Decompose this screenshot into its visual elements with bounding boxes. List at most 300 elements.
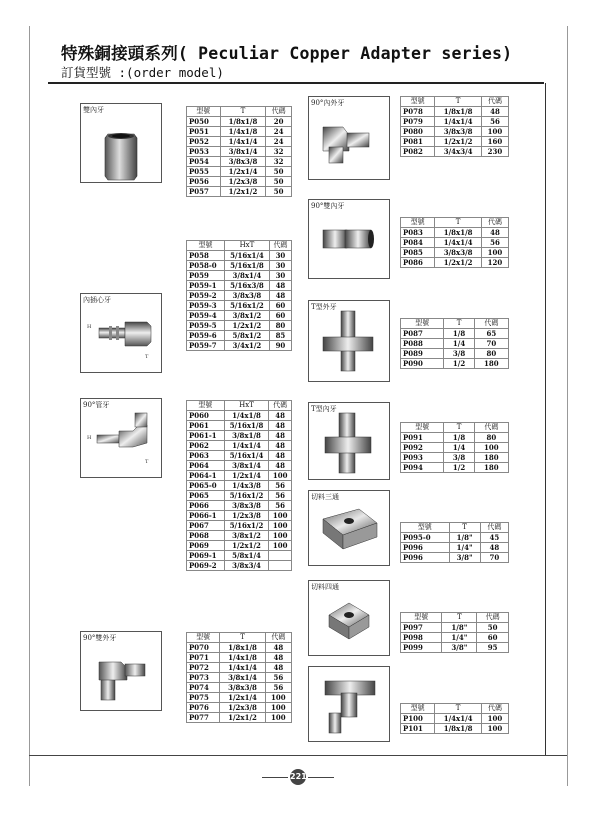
size-cell: 3/8x1/4: [224, 461, 269, 471]
table-row: [187, 311, 292, 321]
model-cell: P079: [401, 117, 435, 127]
table-header-row: [401, 704, 509, 714]
spec-table-p058: [186, 240, 292, 351]
table-row: [401, 623, 509, 633]
table-row: [401, 463, 509, 473]
model-cell: P066: [187, 501, 225, 511]
model-cell: P059-4: [187, 311, 225, 321]
table-row: [187, 481, 292, 491]
table-row: [401, 228, 509, 238]
code-cell: 100: [269, 531, 292, 541]
table-row: [187, 281, 292, 291]
code-cell: 48: [269, 281, 291, 291]
code-cell: 48: [265, 653, 291, 663]
size-cell: 3/8x1/8: [224, 431, 269, 441]
table-row: [187, 441, 292, 451]
size-cell: 1/8x1/8: [220, 643, 265, 653]
table-row: [187, 117, 292, 127]
column-header: T: [442, 613, 477, 623]
model-cell: P064-1: [187, 471, 225, 481]
size-cell: 1/8": [449, 533, 480, 543]
model-cell: P069: [187, 541, 225, 551]
model-cell: P052: [187, 137, 221, 147]
table-row: [187, 411, 292, 421]
table-row: [401, 339, 509, 349]
table-header-row: [187, 241, 292, 251]
model-cell: P099: [401, 643, 442, 653]
model-cell: P090: [401, 359, 444, 369]
column-header: T: [435, 704, 482, 714]
model-cell: P059-5: [187, 321, 225, 331]
model-cell: P054: [187, 157, 221, 167]
size-cell: 1/8: [444, 329, 474, 339]
code-cell: 60: [269, 301, 291, 311]
size-cell: 1/4": [442, 633, 477, 643]
code-cell: 90: [269, 341, 291, 351]
product-photo-90-female-male: [308, 96, 390, 180]
dim-label-t: T: [145, 354, 149, 360]
dim-label-h: H: [87, 435, 92, 441]
photo-label: 切料四通: [311, 583, 339, 591]
size-cell: 3/8x3/8: [224, 501, 269, 511]
model-cell: P084: [401, 238, 435, 248]
code-cell: 50: [477, 623, 509, 633]
code-cell: 48: [269, 431, 292, 441]
column-header: 代碼: [481, 218, 508, 228]
header-rule: [48, 82, 544, 84]
size-cell: 1/8x1/8: [435, 107, 482, 117]
product-photo-cut-cross: [308, 580, 390, 656]
column-header: 型號: [401, 97, 435, 107]
model-cell: P061: [187, 421, 225, 431]
model-cell: P082: [401, 147, 435, 157]
table-row: [401, 238, 509, 248]
column-header: HxT: [224, 401, 269, 411]
size-cell: 1/4x1/4: [435, 117, 482, 127]
size-cell: 1/2: [444, 463, 474, 473]
table-row: [187, 451, 292, 461]
column-header: T: [444, 319, 474, 329]
model-cell: P058: [187, 251, 225, 261]
product-photo-tee-adapter: [308, 666, 390, 742]
code-cell: 48: [269, 451, 292, 461]
model-cell: P057: [187, 187, 221, 197]
table-row: [187, 341, 292, 351]
size-cell: 3/8: [444, 349, 474, 359]
page-number: 221: [290, 769, 306, 785]
code-cell: 230: [481, 147, 508, 157]
code-cell: 70: [480, 553, 508, 563]
code-cell: 100: [265, 693, 291, 703]
code-cell: 48: [269, 421, 292, 431]
column-header: 代碼: [474, 423, 508, 433]
size-cell: 1/8x1/8: [220, 117, 266, 127]
table-header-row: [401, 613, 509, 623]
model-cell: P061-1: [187, 431, 225, 441]
table-row: [187, 491, 292, 501]
size-cell: 3/4x3/4: [435, 147, 482, 157]
column-header: 代碼: [477, 613, 509, 623]
code-cell: 95: [477, 643, 509, 653]
size-cell: 5/16x3/8: [224, 281, 269, 291]
table-row: [187, 561, 292, 571]
code-cell: 100: [265, 703, 291, 713]
table-row: [401, 107, 509, 117]
table-row: [187, 653, 292, 663]
footer-dash-right: [308, 777, 334, 778]
code-cell: 70: [474, 339, 508, 349]
table-row: [187, 471, 292, 481]
column-header: T: [220, 633, 265, 643]
page-subtitle: 訂貨型號 :(order model): [61, 65, 224, 80]
table-row: [401, 147, 509, 157]
model-cell: P071: [187, 653, 220, 663]
code-cell: 100: [481, 724, 508, 734]
model-cell: P072: [187, 663, 220, 673]
column-header: 代碼: [269, 241, 291, 251]
photo-label: T型內牙: [311, 405, 337, 413]
code-cell: 100: [269, 511, 292, 521]
table-row: [187, 177, 292, 187]
table-header-row: [401, 523, 509, 533]
model-cell: P053: [187, 147, 221, 157]
code-cell: 48: [481, 228, 508, 238]
table-header-row: [401, 218, 509, 228]
table-row: [187, 251, 292, 261]
code-cell: 85: [269, 331, 291, 341]
size-cell: 3/8x3/8: [220, 157, 266, 167]
code-cell: 48: [269, 411, 292, 421]
column-header: T: [449, 523, 480, 533]
model-cell: P059-7: [187, 341, 225, 351]
size-cell: 1/2x1/2: [224, 541, 269, 551]
spec-table-p078: [400, 96, 509, 157]
model-cell: P064: [187, 461, 225, 471]
size-cell: 3/8x1/4: [224, 271, 269, 281]
code-cell: 56: [269, 491, 292, 501]
code-cell: 56: [265, 673, 291, 683]
table-row: [401, 258, 509, 268]
product-photo-tee-male: [308, 300, 390, 382]
photo-label: 90°雙內牙: [311, 202, 345, 210]
table-row: [187, 673, 292, 683]
code-cell: 100: [481, 127, 508, 137]
model-cell: P051: [187, 127, 221, 137]
table-row: [187, 531, 292, 541]
model-cell: P056: [187, 177, 221, 187]
table-row: [401, 553, 509, 563]
code-cell: 48: [269, 291, 291, 301]
model-cell: P063: [187, 451, 225, 461]
model-cell: P060: [187, 411, 225, 421]
size-cell: 1/8x1/8: [435, 228, 482, 238]
size-cell: 1/2x1/2: [220, 713, 265, 723]
product-photo-cut-tee: [308, 490, 390, 566]
size-cell: 3/8x3/8: [435, 127, 482, 137]
code-cell: [269, 551, 292, 561]
column-header: 代碼: [480, 523, 508, 533]
column-header: T: [435, 97, 482, 107]
model-cell: P050: [187, 117, 221, 127]
code-cell: 180: [474, 463, 508, 473]
product-photo-90-double-male: [80, 631, 162, 711]
code-cell: 100: [481, 248, 508, 258]
cut-tee-icon: [309, 491, 389, 565]
column-header: 型號: [401, 704, 435, 714]
model-cell: P070: [187, 643, 220, 653]
table-row: [187, 501, 292, 511]
table-row: [187, 291, 292, 301]
size-cell: 1/2x3/8: [224, 511, 269, 521]
table-row: [187, 693, 292, 703]
code-cell: 56: [269, 501, 292, 511]
code-cell: 180: [474, 453, 508, 463]
size-cell: 5/8x1/4: [224, 551, 269, 561]
code-cell: 48: [265, 643, 291, 653]
table-row: [401, 453, 509, 463]
size-cell: 5/16x1/2: [224, 301, 269, 311]
model-cell: P078: [401, 107, 435, 117]
code-cell: [269, 561, 292, 571]
table-row: [187, 541, 292, 551]
model-cell: P069-2: [187, 561, 225, 571]
table-row: [187, 703, 292, 713]
code-cell: 32: [266, 157, 292, 167]
tee-adapter-icon: [309, 667, 389, 741]
table-row: [401, 349, 509, 359]
model-cell: P073: [187, 673, 220, 683]
column-header: 代碼: [266, 107, 292, 117]
table-row: [187, 421, 292, 431]
size-cell: 3/8": [449, 553, 480, 563]
column-header: 代碼: [474, 319, 508, 329]
size-cell: 3/8x1/4: [220, 673, 265, 683]
size-cell: 5/16x1/8: [224, 261, 269, 271]
table-row: [401, 533, 509, 543]
table-row: [401, 443, 509, 453]
size-cell: 3/8x1/2: [224, 311, 269, 321]
spec-table-p091: [400, 422, 509, 473]
table-row: [187, 683, 292, 693]
code-cell: 100: [269, 521, 292, 531]
column-header: 型號: [187, 401, 225, 411]
model-cell: P087: [401, 329, 444, 339]
table-row: [187, 331, 292, 341]
code-cell: 80: [474, 349, 508, 359]
table-row: [187, 187, 292, 197]
table-row: [401, 359, 509, 369]
code-cell: 50: [266, 177, 292, 187]
size-cell: 1/4x1/4: [220, 137, 266, 147]
model-cell: P074: [187, 683, 220, 693]
model-cell: P055: [187, 167, 221, 177]
code-cell: 60: [269, 311, 291, 321]
code-cell: 48: [481, 107, 508, 117]
code-cell: 160: [481, 137, 508, 147]
code-cell: 50: [266, 187, 292, 197]
size-cell: 1/2x3/8: [220, 177, 266, 187]
column-header: 代碼: [269, 401, 292, 411]
column-header: 型號: [401, 319, 444, 329]
code-cell: 60: [477, 633, 509, 643]
code-cell: 80: [474, 433, 508, 443]
code-cell: 30: [269, 271, 291, 281]
spec-table-p050: [186, 106, 292, 197]
column-header: 型號: [401, 423, 444, 433]
table-row: [187, 261, 292, 271]
model-cell: P075: [187, 693, 220, 703]
table-row: [187, 521, 292, 531]
model-cell: P059-6: [187, 331, 225, 341]
model-cell: P096: [401, 553, 450, 563]
column-header: 代碼: [265, 633, 291, 643]
product-photo-90-hose-elbow: [80, 398, 162, 478]
model-cell: P065-0: [187, 481, 225, 491]
size-cell: 1/8x1/8: [435, 724, 482, 734]
model-cell: P093: [401, 453, 444, 463]
hose-barb-icon: [81, 294, 161, 372]
photo-label: 90°雙外牙: [83, 634, 117, 642]
size-cell: 1/2x1/2: [435, 258, 482, 268]
size-cell: 1/4x1/4: [220, 663, 265, 673]
footer-dash-left: [262, 777, 288, 778]
size-cell: 3/8x1/2: [224, 531, 269, 541]
code-cell: 48: [269, 461, 292, 471]
code-cell: 56: [481, 117, 508, 127]
table-row: [187, 301, 292, 311]
model-cell: P080: [401, 127, 435, 137]
code-cell: 48: [269, 441, 292, 451]
table-row: [187, 271, 292, 281]
model-cell: P098: [401, 633, 442, 643]
table-row: [187, 321, 292, 331]
table-header-row: [187, 107, 292, 117]
spec-table-p087: [400, 318, 509, 369]
table-row: [187, 137, 292, 147]
table-header-row: [401, 97, 509, 107]
size-cell: 1/4: [444, 443, 474, 453]
table-row: [187, 127, 292, 137]
table-row: [187, 663, 292, 673]
code-cell: 45: [480, 533, 508, 543]
code-cell: 100: [269, 541, 292, 551]
code-cell: 80: [269, 321, 291, 331]
model-cell: P086: [401, 258, 435, 268]
model-cell: P076: [187, 703, 220, 713]
size-cell: 1/2x1/4: [220, 167, 266, 177]
product-photo-double-female: [80, 103, 162, 183]
size-cell: 1/2: [444, 359, 474, 369]
table-row: [187, 431, 292, 441]
table-row: [187, 511, 292, 521]
table-row: [187, 167, 292, 177]
photo-label: 90°管牙: [83, 401, 110, 409]
table-header-row: [187, 633, 292, 643]
page-title: 特殊銅接頭系列( Peculiar Copper Adapter series): [61, 44, 513, 63]
size-cell: 5/16x1/2: [224, 521, 269, 531]
footer-rule: [29, 755, 567, 756]
column-header: HxT: [224, 241, 269, 251]
table-row: [401, 117, 509, 127]
size-cell: 1/2x1/2: [224, 321, 269, 331]
model-cell: P068: [187, 531, 225, 541]
table-row: [401, 633, 509, 643]
model-cell: P101: [401, 724, 435, 734]
size-cell: 3/8x3/8: [220, 683, 265, 693]
size-cell: 3/8: [444, 453, 474, 463]
code-cell: 48: [265, 663, 291, 673]
size-cell: 1/4x1/8: [220, 127, 266, 137]
table-row: [187, 461, 292, 471]
elbow-icon: [309, 97, 389, 179]
column-header: 型號: [401, 613, 442, 623]
model-cell: P092: [401, 443, 444, 453]
size-cell: 1/2x1/2: [220, 187, 266, 197]
elbow-barb-icon: [81, 399, 161, 477]
size-cell: 1/8": [442, 623, 477, 633]
table-row: [401, 329, 509, 339]
model-cell: P094: [401, 463, 444, 473]
size-cell: 3/4x1/2: [224, 341, 269, 351]
product-photo-tee-female: [308, 402, 390, 480]
table-row: [401, 127, 509, 137]
spec-table-p097: [400, 612, 509, 653]
table-header-row: [401, 423, 509, 433]
size-cell: 3/8x3/8: [224, 291, 269, 301]
table-row: [401, 137, 509, 147]
column-header: 型號: [187, 107, 221, 117]
table-header-row: [401, 319, 509, 329]
code-cell: 100: [474, 443, 508, 453]
code-cell: 24: [266, 137, 292, 147]
table-row: [401, 643, 509, 653]
size-cell: 1/4x1/4: [224, 441, 269, 451]
model-cell: P095-0: [401, 533, 450, 543]
code-cell: 56: [265, 683, 291, 693]
column-header: T: [435, 218, 482, 228]
model-cell: P065: [187, 491, 225, 501]
size-cell: 5/16x1/8: [224, 421, 269, 431]
size-cell: 3/8x3/8: [435, 248, 482, 258]
code-cell: 50: [266, 167, 292, 177]
column-header: 型號: [187, 241, 225, 251]
column-header: 代碼: [481, 97, 508, 107]
right-border-line: [545, 83, 546, 755]
table-row: [401, 724, 509, 734]
size-cell: 3/8": [442, 643, 477, 653]
size-cell: 1/4x1/4: [435, 238, 482, 248]
table-row: [187, 157, 292, 167]
column-header: T: [444, 423, 474, 433]
model-cell: P077: [187, 713, 220, 723]
model-cell: P097: [401, 623, 442, 633]
code-cell: 100: [269, 471, 292, 481]
code-cell: 56: [481, 238, 508, 248]
size-cell: 3/8x3/4: [224, 561, 269, 571]
photo-label: 雙內牙: [83, 106, 104, 114]
photo-label: 90°內外牙: [311, 99, 345, 107]
spec-table-p095: [400, 522, 509, 563]
elbow-male-icon: [81, 632, 161, 710]
size-cell: 1/4x1/8: [220, 653, 265, 663]
code-cell: 120: [481, 258, 508, 268]
table-row: [187, 643, 292, 653]
photo-label: 內插心牙: [83, 296, 111, 304]
size-cell: 1/4x1/4: [435, 714, 482, 724]
code-cell: 30: [269, 251, 291, 261]
table-row: [401, 543, 509, 553]
spec-table-p083: [400, 217, 509, 268]
